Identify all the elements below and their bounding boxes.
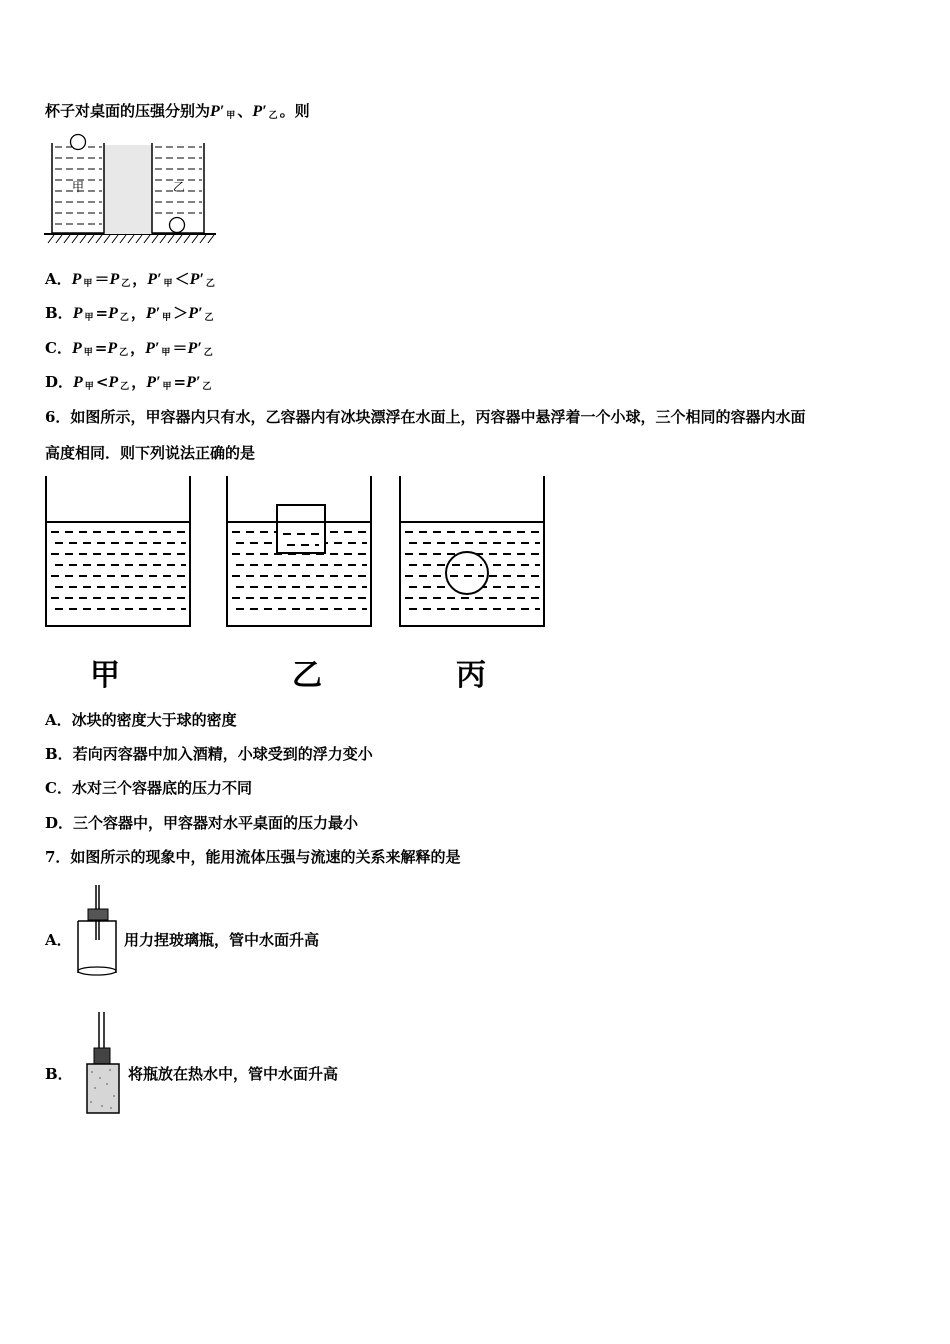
option-letter: A．: [45, 270, 72, 288]
q6-option-b: [45, 744, 373, 764]
sub-jia: 甲: [162, 382, 172, 392]
p-prime-symbol: P′: [252, 103, 267, 120]
intro-sep: 、: [237, 102, 253, 120]
option-text: 若向丙容器中加入酒精，小球受到的浮力变小: [72, 745, 373, 763]
q6-option-a: [45, 710, 237, 730]
p-prime-symbol: P′: [186, 374, 201, 391]
p-prime-symbol: P′: [146, 374, 161, 391]
relation: <: [95, 373, 109, 391]
comma: ，: [130, 339, 146, 357]
q6-stem-line2: 高度相同．则下列说法正确的是: [45, 444, 256, 462]
intro-line: [45, 101, 310, 126]
caption-yi: 乙: [292, 658, 322, 693]
q7-option-b-text: 将瓶放在热水中，管中水面升高: [128, 1065, 339, 1083]
p-prime-symbol: P′: [188, 305, 203, 322]
figure-three-containers: [44, 474, 554, 634]
container-jia: [46, 476, 190, 626]
sub-yi: 乙: [205, 279, 215, 289]
p-symbol: P: [73, 374, 83, 391]
q7-option-a-letter: A．: [45, 931, 72, 949]
sub-yi: 乙: [268, 111, 278, 121]
option-text: 水对三个容器底的压力不同: [71, 779, 252, 797]
p-symbol: P: [71, 271, 82, 288]
comma: ，: [132, 270, 148, 288]
option-text: 三个容器中，甲容器对水平桌面的压力最小: [73, 814, 359, 832]
p-prime-symbol: P′: [210, 103, 225, 120]
option-letter: D．: [45, 373, 74, 391]
option-letter: C．: [45, 779, 72, 797]
option-letter: A．: [45, 711, 72, 729]
cup-label-left: 甲: [71, 180, 85, 194]
sub-jia: 甲: [161, 348, 171, 358]
sub-yi: 乙: [121, 279, 131, 289]
sub-yi: 乙: [202, 382, 212, 392]
p-symbol: P: [72, 305, 83, 322]
sub-yi: 乙: [204, 313, 214, 323]
p-prime-symbol: P′: [145, 340, 160, 357]
option-letter: C．: [45, 339, 72, 357]
caption-bing: 丙: [456, 658, 486, 693]
p-prime-symbol: P′: [187, 340, 202, 357]
q7-option-b-letter: B．: [45, 1065, 73, 1083]
comma: ，: [131, 373, 147, 391]
sub-yi: 乙: [119, 313, 129, 323]
container-yi: [227, 476, 371, 626]
cup-label-right: 乙: [172, 180, 186, 194]
sub-yi: 乙: [120, 382, 130, 392]
intro-prefix: 杯子对桌面的压强分别为: [45, 102, 211, 120]
relation: ＞: [173, 304, 189, 322]
relation: =: [94, 339, 108, 357]
q5-option-b: [45, 303, 215, 328]
intro-suffix: 。则: [279, 102, 310, 120]
container-bing: [400, 476, 544, 626]
q7-option-a-text: 用力捏玻璃瓶，管中水面升高: [124, 931, 320, 949]
comma: ，: [130, 304, 146, 322]
p-prime-symbol: P′: [145, 305, 161, 322]
option-letter: D．: [45, 814, 74, 832]
relation: ＝: [94, 270, 110, 288]
suspended-ball: [446, 552, 488, 594]
p-symbol: P: [107, 340, 118, 357]
option-text: 冰块的密度大于球的密度: [71, 711, 237, 729]
figure-two-cups: [44, 133, 224, 245]
sub-jia: 甲: [83, 279, 93, 289]
sub-yi: 乙: [203, 348, 213, 358]
p-symbol: P: [109, 271, 120, 288]
q7-stem: 7．如图所示的现象中，能用流体压强与流速的关系来解释的是: [45, 848, 461, 866]
q6-stem-line1: 6．如图所示，甲容器内只有水，乙容器内有冰块漂浮在水面上，丙容器中悬浮着一个小球，三个相同的容器内水面: [45, 408, 806, 426]
relation: ＝: [172, 339, 188, 357]
relation: ＜: [174, 270, 190, 288]
relation: =: [173, 373, 187, 391]
p-prime-symbol: P′: [189, 271, 204, 288]
caption-jia: 甲: [90, 658, 120, 693]
p-symbol: P: [108, 305, 118, 322]
figure-hot-water-bottle: [80, 1012, 128, 1116]
sub-jia: 甲: [163, 279, 173, 289]
p-prime-symbol: P′: [147, 271, 162, 288]
q6-option-d: [45, 813, 358, 833]
sub-jia: 甲: [84, 382, 94, 392]
relation: =: [95, 304, 109, 322]
q5-option-c: [45, 338, 215, 363]
sub-yi: 乙: [119, 348, 129, 358]
sub-jia: 甲: [83, 348, 93, 358]
sub-jia: 甲: [162, 313, 172, 323]
sub-jia: 甲: [226, 111, 236, 121]
figure-squeeze-bottle: [72, 885, 122, 977]
p-symbol: P: [71, 340, 82, 357]
p-symbol: P: [108, 374, 119, 391]
sub-jia: 甲: [84, 313, 94, 323]
q5-option-d: [45, 372, 213, 397]
option-letter: B．: [45, 745, 73, 763]
option-letter: B．: [45, 304, 73, 322]
q5-option-a: [45, 269, 217, 294]
q6-option-c: [45, 778, 252, 798]
